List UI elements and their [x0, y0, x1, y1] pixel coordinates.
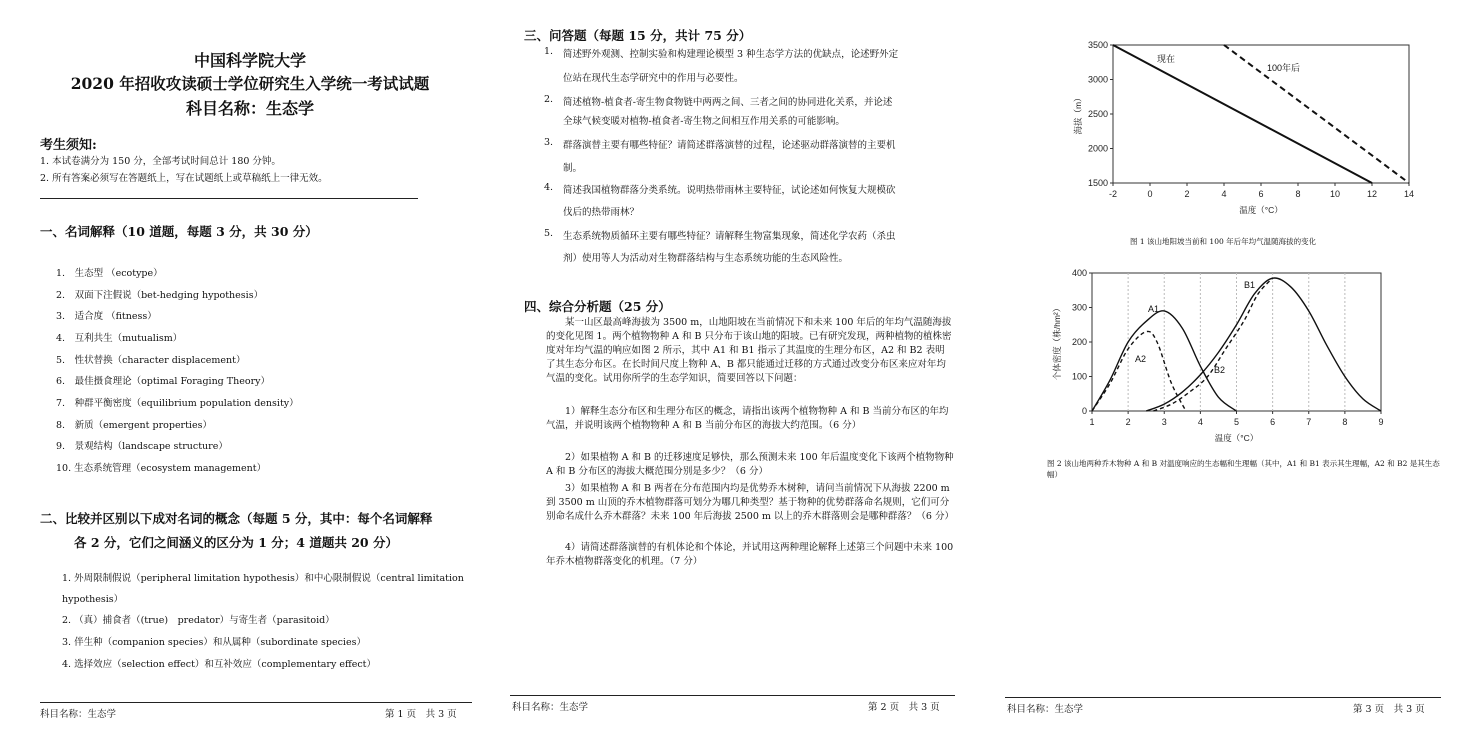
x-tick-label: 7	[1306, 417, 1312, 427]
footer-page-number: 第 2 页 共 3 页	[868, 702, 940, 713]
question-number: 4.	[544, 182, 554, 193]
y-axis-label: 个体密度（株/hm²）	[1052, 303, 1062, 381]
section2-heading: 二、比较并区别以下成对名词的概念（每题 5 分，其中：每个名词解释	[40, 511, 433, 526]
x-tick-label: 14	[1403, 189, 1415, 199]
exam-page-1	[0, 0, 490, 744]
compare-item: 3. 伴生种（companion species）和从属种（subordinate species）	[62, 637, 366, 648]
question-line: 群落演替主要有哪些特征？请简述群落演替的过程，论述驱动群落演替的主要机	[563, 140, 896, 151]
case-paragraph: 某一山区最高峰海拔为 3500 m，山地阳坡在当前情况下和未来 100 年后的年均气温随海拔的变化见图 1。两个植物物种 A 和 B 只分布于该山地的阳坡。已有研究发现，两种植物的植株密度对年均气温的响应如图 2 所示，其中 A1 和 B1 指示了其温度的生理分布区，A2 和 B2 表明了其生态分布区。在长时间尺度上物种 A、B 都只能通过迁移的方式通过改变分布区来应对年均气温的变化。试用你所学的生态学知识，简要回答以下问题：	[546, 317, 952, 384]
compare-item-cont: hypothesis）	[62, 594, 124, 605]
x-tick-label: 12	[1366, 189, 1378, 199]
exam-page-3	[985, 0, 1460, 744]
question-line: 位站在现代生态学研究中的作用与必要性。	[563, 73, 744, 84]
question-line: 简述野外观测、控制实验和构建理论模型 3 种生态学方法的优缺点，论述野外定	[563, 49, 899, 60]
question-number: 2.	[544, 94, 554, 105]
y-tick-label: 1500	[1087, 178, 1108, 188]
x-tick-label: 9	[1378, 417, 1384, 427]
term-item: 3. 适合度 （fitness）	[56, 311, 157, 322]
question-line: 伐后的热带雨林？	[563, 207, 640, 218]
x-tick-label: 2	[1125, 417, 1131, 427]
compare-item: 2. （真）捕食者（(true) predator）与寄生者（parasitoid）	[62, 615, 335, 626]
question-line: 剂）使用等人为活动对生物群落结构与生态系统功能的生态风险性。	[563, 253, 849, 264]
y-tick-label: 300	[1071, 302, 1087, 313]
case-question: 4）请简述群落演替的有机体论和个体论，并试用这两种理论解释上述第三个问题中未来 100 年乔木植物群落变化的机理。（7 分）	[546, 542, 954, 567]
y-tick-label: 400	[1071, 268, 1087, 278]
subject-title: 科目名称：生态学	[185, 99, 314, 118]
footer-subject: 科目名称：生态学	[40, 709, 117, 720]
question-line: 全球气候变暖对植物-植食者-寄生物之间相互作用关系的可能影响。	[563, 116, 845, 127]
question-line: 制。	[563, 163, 583, 174]
y-tick-label: 3500	[1087, 40, 1108, 50]
figure1-caption: 图 1 该山地阳坡当前和 100 年后年均气温随海拔的变化	[1130, 237, 1317, 246]
term-item: 6. 最佳摄食理论（optimal Foraging Theory）	[56, 376, 270, 387]
question-line: 简述植物-植食者-寄生物食物链中两两之间、三者之间的协同进化关系，并论述	[563, 97, 893, 108]
university-title: 中国科学院大学	[193, 51, 306, 70]
series-label-B2: B2	[1214, 365, 1226, 375]
question-line: 生态系统物质循环主要有哪些特征？请解释生物富集现象，简述化学农药（杀虫	[563, 231, 896, 242]
case-question: 2）如果植物 A 和 B 的迁移速度足够快，那么预测未来 100 年后温度变化下该两个植物物种 A 和 B 分布区的海拔大概范围分别是多少？（6 分）	[546, 452, 954, 477]
term-item: 5. 性状替换（character displacement）	[56, 355, 246, 366]
exam-page-2	[490, 0, 985, 744]
question-number: 5.	[544, 228, 554, 239]
section1-heading: 一、名词解释（10 道题，每题 3 分，共 30 分）	[40, 224, 318, 239]
x-tick-label: 4	[1197, 417, 1203, 427]
footer-subject: 科目名称：生态学	[1007, 704, 1084, 715]
question-number: 3.	[544, 137, 554, 148]
x-tick-label: 6	[1270, 417, 1276, 427]
footer-page-number: 第 1 页 共 3 页	[385, 709, 457, 720]
notice-line: 2. 所有答案必须写在答题纸上，写在试题纸上或草稿纸上一律无效。	[40, 173, 328, 184]
footer-rule	[510, 695, 955, 696]
y-tick-label: 3000	[1087, 74, 1108, 85]
y-tick-label: 2000	[1087, 143, 1108, 154]
case-question: 3）如果植物 A 和 B 两者在分布范围内均是优势乔木树种，请问当前情况下从海拔 2200 m 到 3500 m 山顶的乔木植物群落可划分为哪几种类型？基于物种的优势群落命名规则，它们可分别命名成什么乔木群落？未来 100 年后海拔 2500 m 以上的乔木群落则会是哪种群落？（6 分）	[546, 483, 954, 522]
series-line-现在	[1113, 45, 1372, 183]
term-item: 7. 种群平衡密度（equilibrium population density）	[56, 398, 299, 409]
series-label-B1: B1	[1244, 280, 1256, 290]
term-item: 8. 新质（emergent properties）	[56, 420, 212, 431]
footer-rule	[1005, 697, 1441, 698]
divider	[40, 198, 418, 199]
x-axis-label: 温度（°C）	[1214, 433, 1259, 443]
y-tick-label: 200	[1071, 337, 1087, 347]
compare-item: 1. 外周限制假说（peripheral limitation hypothesis）和中心限制假说（central limitation	[62, 573, 464, 584]
plot-frame	[1113, 45, 1409, 183]
x-tick-label: 0	[1147, 189, 1153, 199]
series-line-100年后	[1224, 45, 1409, 183]
x-tick-label: 3	[1161, 417, 1167, 427]
x-tick-label: 5	[1233, 417, 1240, 427]
section3-heading: 三、问答题（每题 15 分，共计 75 分）	[524, 28, 752, 43]
x-tick-label: 8	[1342, 417, 1348, 427]
compare-item: 4. 选择效应（selection effect）和互补效应（complementary effect）	[62, 659, 376, 670]
y-tick-label: 100	[1071, 371, 1087, 382]
question-number: 1.	[544, 46, 554, 57]
series-line-B1	[1146, 278, 1381, 411]
series-label-A2: A2	[1135, 354, 1147, 364]
x-tick-label: 6	[1258, 189, 1264, 199]
x-tick-label: 1	[1089, 417, 1095, 427]
term-item: 1. 生态型 （ecotype）	[56, 268, 163, 279]
section4-heading: 四、综合分析题（25 分）	[524, 299, 671, 314]
y-axis-label: 海拔（m）	[1073, 93, 1083, 135]
section2-heading-cont: 各 2 分，它们之间涵义的区分为 1 分；4 道题共 20 分）	[74, 535, 398, 550]
x-tick-label: 8	[1295, 189, 1301, 199]
case-question: 1）解释生态分布区和生理分布区的概念，请指出该两个植物物种 A 和 B 当前分布区的年均气温，并说明该两个植物物种 A 和 B 当前分布区的海拔大约范围。（6 分）	[546, 406, 949, 431]
x-tick-label: 10	[1329, 189, 1341, 199]
figure2-caption: 图 2 该山地两种乔木物种 A 和 B 对温度响应的生态幅和生理幅（其中，A1 和 B1 表示其生理幅，A2 和 B2 是其生态幅）	[1047, 459, 1440, 479]
x-axis-label: 温度（°C）	[1239, 205, 1283, 215]
question-line: 简述我国植物群落分类系统。说明热带雨林主要特征，试论述如何恢复大规模砍	[563, 185, 896, 196]
footer-subject: 科目名称：生态学	[512, 702, 589, 713]
term-item: 2. 双面下注假说（bet-hedging hypothesis）	[56, 290, 264, 301]
term-item: 4. 互利共生（mutualism）	[56, 333, 183, 344]
term-item: 9. 景观结构（landscape structure）	[56, 441, 228, 452]
notice-line: 1. 本试卷满分为 150 分，全部考试时间总计 180 分钟。	[40, 156, 281, 167]
exam-title: 2020 年招收攻读硕士学位研究生入学统一考试试题	[70, 74, 430, 93]
legend-label-now: 现在	[1157, 54, 1176, 64]
notice-heading: 考生须知:	[40, 138, 97, 153]
figure2-density-temperature-chart	[985, 262, 1460, 462]
term-item: 10. 生态系统管理（ecosystem management）	[56, 463, 267, 474]
series-line-B2	[1153, 278, 1272, 411]
figure1-temperature-altitude-chart	[985, 0, 1460, 240]
y-tick-label: 2500	[1087, 109, 1108, 119]
series-label-A1: A1	[1148, 304, 1160, 314]
x-tick-label: 2	[1184, 189, 1190, 199]
footer-page-number: 第 3 页 共 3 页	[1353, 704, 1425, 715]
x-tick-label: 4	[1221, 189, 1227, 199]
footer-rule	[40, 702, 472, 703]
legend-label-100years: 100年后	[1267, 63, 1301, 73]
y-tick-label: 0	[1081, 406, 1087, 416]
x-tick-label: -2	[1108, 189, 1118, 199]
